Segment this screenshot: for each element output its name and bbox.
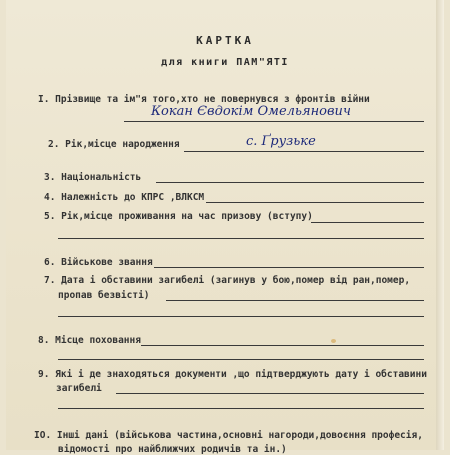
field-7-label-1: 7. Дата і обставини загибелі (загинув у бою,помер від ран,помер, (44, 275, 411, 286)
field-8-label: 8. Місце поховання (38, 335, 141, 346)
field-10-label-2: відомості про найближчих родичів та ін.) (58, 444, 287, 455)
field-8-line-2 (58, 359, 424, 360)
field-3-line (156, 182, 424, 183)
field-3-label: 3. Національність (44, 172, 142, 183)
memory-card-sheet (6, 0, 444, 455)
field-5-label: 5. Рік,місце проживання на час призову (вступу) (44, 211, 313, 222)
field-2-line (184, 151, 424, 152)
field-8-line-1 (141, 345, 424, 346)
field-9-line-1 (116, 393, 424, 394)
ink-stain (331, 339, 336, 343)
field-5-line-1 (311, 222, 424, 223)
field-10-label-1: IO. Інші дані (військова частина,основні нагороди,довоєння професія, (34, 430, 423, 441)
field-1-value: Кокан Євдокім Омельянович (151, 104, 352, 119)
field-5-line-2 (58, 238, 424, 239)
field-4-line (206, 202, 424, 203)
field-7-label-2: пропав безвісті) (58, 290, 150, 301)
page-edge (436, 0, 444, 450)
field-9-label-2: загибелі (56, 383, 102, 394)
card-title: КАРТКА (196, 34, 254, 47)
field-6-line (154, 267, 424, 268)
field-9-line-2 (58, 408, 424, 409)
field-4-label: 4. Належність до КПРС ,ВЛКСМ (44, 192, 205, 203)
field-7-line-2 (58, 316, 424, 317)
field-9-label-1: 9. Які і де знаходяться документи ,що підтверджують дату і обставини (38, 369, 427, 380)
field-7-line-1 (166, 300, 424, 301)
field-1-label: I. Прізвище та ім"я того,хто не повернувся з фронтів війни (38, 94, 370, 105)
field-2-value: с. Ґрузьке (246, 134, 316, 149)
field-6-label: 6. Військове звання (44, 257, 153, 268)
card-subtitle: для книги ПАМ"ЯТІ (161, 57, 289, 68)
field-2-label: 2. Рік,місце народження (48, 139, 180, 150)
field-1-line (124, 121, 424, 122)
